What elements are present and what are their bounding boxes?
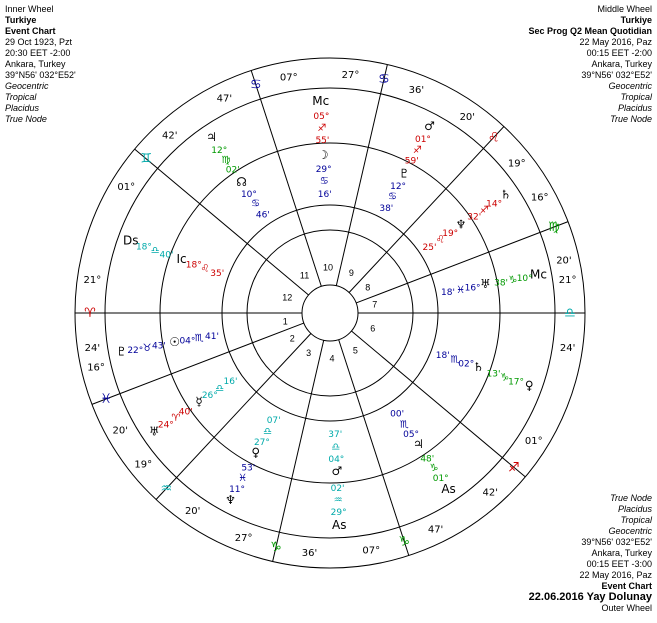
middle-wheel-name: Turkiye bbox=[620, 15, 652, 25]
outer-wheel-place: Ankara, Turkey bbox=[591, 548, 652, 558]
planet-minutes: 48' bbox=[420, 454, 435, 465]
planet-minutes: 43' bbox=[151, 341, 166, 352]
inner-wheel-setting: Placidus bbox=[5, 103, 40, 113]
cusp-sign-glyph: ♊ bbox=[140, 151, 152, 167]
inner-wheel-chart-type: Event Chart bbox=[5, 26, 56, 36]
inner-planet-glyph: ☊ bbox=[236, 175, 247, 190]
planet-sign-glyph: ♌ bbox=[435, 234, 445, 246]
planet-degree: 29° bbox=[315, 165, 332, 176]
planet-sign-glyph: ♎ bbox=[150, 245, 160, 257]
outer-planet-glyph: Mc bbox=[529, 267, 547, 282]
planet-sign-glyph: ♎ bbox=[331, 441, 341, 453]
middle-wheel-setting: Tropical bbox=[620, 92, 652, 102]
planet-sign-glyph: ♍ bbox=[221, 154, 231, 166]
inner-planet-glyph: ☉ bbox=[169, 334, 181, 349]
inner-planet-glyph: Ic bbox=[176, 251, 187, 266]
cusp-degree-label: 42' bbox=[161, 130, 178, 142]
cusp-sign-glyph: ♐ bbox=[508, 460, 520, 476]
inner-wheel-setting: Geocentric bbox=[5, 81, 49, 91]
outer-planet-glyph: Ds bbox=[123, 233, 139, 248]
cusp-degree-label: 07° bbox=[279, 72, 298, 84]
planet-minutes: 55' bbox=[315, 136, 330, 147]
outer-wheel-date: 22 May 2016, Paz bbox=[579, 570, 652, 580]
planet-sign-glyph: ♏ bbox=[399, 419, 409, 431]
cusp-sign-glyph: ♎ bbox=[564, 306, 576, 321]
outer-planet-glyph: As bbox=[441, 481, 456, 496]
outer-planet-glyph: ♂ bbox=[424, 118, 435, 133]
inner-planet-glyph: ♄ bbox=[473, 360, 484, 375]
outer-wheel-coords: 39°N56' 032°E52' bbox=[581, 537, 652, 547]
planet-degree: 01° bbox=[432, 474, 449, 485]
cusp-degree-label: 24' bbox=[559, 342, 576, 354]
outer-wheel-footer: Outer Wheel bbox=[601, 603, 652, 613]
planet-minutes: 41' bbox=[205, 331, 219, 342]
planet-sign-glyph: ♋ bbox=[387, 191, 397, 203]
inner-planet-glyph: ♅ bbox=[479, 277, 491, 292]
planet-minutes: 13' bbox=[486, 369, 501, 380]
cusp-degree-label: 27° bbox=[234, 532, 253, 544]
planet-minutes: 37' bbox=[328, 429, 343, 440]
planet-minutes: 53' bbox=[241, 463, 256, 474]
outer-planet-glyph: ♃ bbox=[206, 130, 217, 145]
outer-wheel-setting: Tropical bbox=[620, 515, 652, 525]
planet-degree: 05° bbox=[403, 430, 420, 441]
planet-degree: 11° bbox=[229, 484, 246, 495]
planet-sign-glyph: ♋ bbox=[251, 198, 261, 210]
cusp-sign-glyph: ♓ bbox=[100, 392, 112, 408]
planet-degree: 16° bbox=[464, 283, 481, 294]
house-number: 5 bbox=[352, 345, 358, 356]
house-number: 4 bbox=[329, 353, 335, 364]
planet-degree: 24° bbox=[157, 420, 174, 431]
cusp-degree-label: 20' bbox=[184, 505, 201, 517]
cusp-degree-label: 47' bbox=[427, 524, 444, 536]
cusp-sign-glyph: ♌ bbox=[487, 130, 500, 146]
cusp-degree-label: 20' bbox=[556, 255, 572, 267]
outer-wheel-chart-type: Event Chart bbox=[601, 581, 652, 591]
planet-minutes: 32' bbox=[467, 212, 482, 223]
middle-wheel-date: 22 May 2016, Paz bbox=[579, 37, 652, 47]
cusp-degree-label: 47' bbox=[216, 93, 233, 105]
planet-sign-glyph: ♎ bbox=[215, 383, 225, 395]
inner-wheel-date: 29 Oct 1923, Pzt bbox=[5, 37, 73, 47]
planet-minutes: 40' bbox=[178, 407, 193, 418]
planet-minutes: 35' bbox=[210, 268, 225, 279]
planet-sign-glyph: ♉ bbox=[142, 342, 152, 354]
planet-sign-glyph: ♏ bbox=[194, 333, 204, 345]
outer-wheel-setting: True Node bbox=[610, 493, 652, 503]
planet-sign-glyph: ♐ bbox=[317, 123, 327, 135]
outer-planet-glyph: ♀ bbox=[524, 378, 534, 393]
inner-planet-glyph: ♃ bbox=[412, 436, 424, 451]
middle-wheel-chart-type: Sec Prog Q2 Mean Quotidian bbox=[528, 26, 652, 36]
planet-degree: 29° bbox=[330, 507, 347, 518]
house-cusp-line bbox=[336, 65, 387, 286]
planet-sign-glyph: ♋ bbox=[319, 176, 329, 188]
house-number: 11 bbox=[299, 270, 310, 281]
cusp-sign-glyph: ♋ bbox=[378, 72, 390, 88]
house-number: 3 bbox=[306, 348, 312, 359]
planet-degree: 12° bbox=[211, 145, 228, 156]
middle-wheel-title: Middle Wheel bbox=[597, 4, 652, 14]
house-number: 2 bbox=[289, 333, 295, 344]
planet-degree: 18° bbox=[135, 242, 152, 253]
outer-planet-glyph: Mc bbox=[312, 94, 330, 109]
planet-minutes: 16' bbox=[317, 190, 332, 201]
planet-degree: 17° bbox=[508, 377, 525, 388]
cusp-degree-label: 36' bbox=[301, 548, 318, 560]
cusp-degree-label: 20' bbox=[459, 112, 476, 124]
house-number: 1 bbox=[282, 316, 288, 327]
planet-sign-glyph: ♑ bbox=[429, 463, 439, 475]
middle-wheel-setting: True Node bbox=[610, 114, 652, 124]
planet-degree: 27° bbox=[253, 438, 270, 449]
cusp-degree-label: 42' bbox=[482, 487, 499, 499]
cusp-sign-glyph: ♍ bbox=[548, 219, 560, 235]
inner-wheel-coords: 39°N56' 032°E52' bbox=[5, 70, 76, 80]
planet-minutes: 16' bbox=[223, 377, 238, 388]
planet-degree: 12° bbox=[390, 181, 407, 192]
planet-sign-glyph: ♈ bbox=[171, 413, 181, 425]
planet-minutes: 38' bbox=[379, 204, 394, 215]
planet-minutes: 46' bbox=[255, 210, 270, 221]
planet-sign-glyph: ♐ bbox=[412, 144, 422, 156]
house-cusp-line bbox=[339, 340, 409, 556]
house-number: 7 bbox=[372, 299, 378, 310]
middle-wheel-time: 00:15 EET -2:00 bbox=[586, 48, 652, 58]
inner-wheel-setting: True Node bbox=[5, 114, 47, 124]
middle-wheel-setting: Geocentric bbox=[608, 81, 652, 91]
middle-wheel-place: Ankara, Turkey bbox=[591, 59, 652, 69]
outer-planet-glyph: ♅ bbox=[148, 424, 160, 439]
planet-degree: 26° bbox=[201, 391, 218, 402]
planet-sign-glyph: ♐ bbox=[479, 204, 489, 216]
cusp-degree-label: 01° bbox=[524, 435, 543, 447]
planet-minutes: 02' bbox=[330, 483, 345, 494]
planet-degree: 04° bbox=[328, 454, 345, 465]
cusp-degree-label: 24' bbox=[84, 342, 101, 354]
outer-planet-glyph: ♇ bbox=[116, 344, 127, 359]
planet-minutes: 59' bbox=[404, 156, 419, 167]
cusp-degree-label: 21° bbox=[83, 275, 102, 287]
cusp-degree-label: 20' bbox=[112, 425, 129, 437]
outer-wheel-setting: Geocentric bbox=[608, 526, 652, 536]
cusp-sign-glyph: ♑ bbox=[398, 534, 410, 550]
inner-planet-glyph: ♆ bbox=[455, 217, 467, 232]
outer-planet-glyph: As bbox=[332, 517, 347, 532]
outer-wheel-name: 22.06.2016 Yay Dolunay bbox=[528, 591, 652, 603]
outer-wheel-setting: Placidus bbox=[617, 504, 652, 514]
house-number: 8 bbox=[365, 282, 371, 293]
house-number: 12 bbox=[282, 292, 293, 303]
inner-wheel-name: Turkiye bbox=[5, 15, 37, 25]
house-number: 10 bbox=[323, 262, 334, 273]
planet-degree: 02° bbox=[458, 359, 475, 370]
planet-degree: 14° bbox=[486, 199, 503, 210]
planet-sign-glyph: ♒ bbox=[333, 494, 343, 506]
inner-planet-glyph: ☿ bbox=[195, 394, 203, 409]
cusp-sign-glyph: ♈ bbox=[84, 306, 96, 321]
inner-wheel-setting: Tropical bbox=[5, 92, 37, 102]
planet-minutes: 25' bbox=[422, 242, 437, 253]
cusp-degree-label: 27° bbox=[341, 69, 360, 81]
planet-minutes: 00' bbox=[390, 409, 405, 420]
cusp-degree-label: 16° bbox=[87, 362, 105, 374]
cusp-sign-glyph: ♑ bbox=[270, 539, 282, 555]
planet-degree: 18° bbox=[185, 260, 202, 271]
planet-minutes: 02' bbox=[225, 165, 240, 176]
planet-degree: 01° bbox=[414, 135, 431, 146]
planet-minutes: 40' bbox=[159, 250, 174, 261]
house-number: 9 bbox=[348, 267, 354, 278]
house-cusp-line bbox=[251, 70, 321, 286]
outer-wheel-time: 00:15 EET -3:00 bbox=[586, 559, 652, 569]
outer-planet-glyph: ♆ bbox=[225, 493, 236, 508]
cusp-sign-glyph: ♒ bbox=[160, 481, 173, 497]
planet-sign-glyph: ♌ bbox=[200, 263, 210, 275]
planet-minutes: 38' bbox=[494, 278, 509, 289]
inner-planet-glyph: ♇ bbox=[398, 166, 410, 181]
planet-degree: 19° bbox=[442, 228, 459, 239]
planet-sign-glyph: ♎ bbox=[263, 426, 273, 438]
middle-wheel-coords: 39°N56' 032°E52' bbox=[581, 70, 652, 80]
planet-minutes: 18' bbox=[435, 351, 450, 362]
cusp-degree-label: 19° bbox=[507, 158, 526, 170]
inner-wheel-place: Ankara, Turkey bbox=[5, 59, 66, 69]
planet-sign-glyph: ♓ bbox=[456, 284, 466, 296]
cusp-degree-label: 19° bbox=[134, 459, 153, 471]
outer-planet-glyph: ♄ bbox=[500, 187, 512, 202]
planet-degree: 10° bbox=[240, 189, 257, 200]
planet-sign-glyph: ♑ bbox=[500, 372, 510, 384]
planet-sign-glyph: ♓ bbox=[238, 473, 248, 485]
planet-degree: 22° bbox=[127, 346, 144, 357]
cusp-degree-label: 07° bbox=[362, 545, 381, 557]
cusp-degree-label: 36' bbox=[408, 85, 425, 97]
planet-minutes: 07' bbox=[266, 415, 281, 426]
house-cusp-line bbox=[273, 340, 324, 561]
planet-minutes: 18' bbox=[441, 288, 455, 299]
cusp-degree-label: 16° bbox=[530, 192, 549, 204]
inner-planet-glyph: ♀ bbox=[251, 445, 261, 460]
inner-planet-glyph: ☽ bbox=[317, 148, 329, 163]
planet-degree: 05° bbox=[313, 112, 330, 123]
inner-wheel-title: Inner Wheel bbox=[5, 4, 54, 14]
planet-degree: 04° bbox=[179, 336, 196, 347]
cusp-degree-label: 01° bbox=[117, 182, 136, 194]
cusp-sign-glyph: ♋ bbox=[250, 77, 262, 93]
planet-sign-glyph: ♏ bbox=[450, 354, 460, 366]
cusp-degree-label: 21° bbox=[558, 275, 577, 287]
house-number: 6 bbox=[370, 323, 376, 334]
inner-planet-glyph: ♂ bbox=[331, 463, 343, 478]
inner-wheel-time: 20:30 EET -2:00 bbox=[5, 48, 71, 58]
center-ring bbox=[302, 285, 358, 341]
planet-degree: 10° bbox=[516, 273, 533, 284]
planet-sign-glyph: ♑ bbox=[508, 275, 518, 287]
middle-wheel-setting: Placidus bbox=[617, 103, 652, 113]
